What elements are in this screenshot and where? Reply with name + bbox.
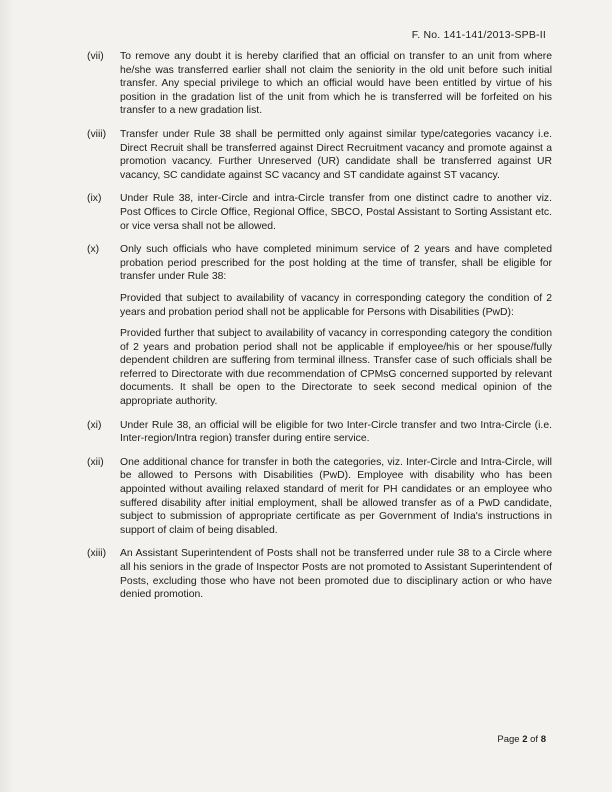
page-footer (497, 734, 546, 745)
clause-text: Under Rule 38, inter-Circle and intra-Circle transfer from one distinct cadre to another viz. Post Offices to Circle Office, Regional Office, SBCO, Postal Assistant to Sorting Assistant etc. or vice versa shall not be allowed. (120, 193, 552, 232)
clause-proviso: Provided further that subject to availability of vacancy in corresponding category the condition of 2 years and probation period shall not be applicable if employee/his or her spouse/fully dependent children are suffering from terminal illness. Transfer case of such officials shall be referred to Directorate with due recommendation of CPMsG concerned supported by relevant documents. It shall be open to the Directorate to seek second medical opinion of the appropriate authority. (120, 328, 552, 408)
clause-text: To remove any doubt it is hereby clarified that an official on transfer to an unit from where he/she was transferred earlier shall not claim the seniority in the old unit before such initial transfer. Any special privilege to which an official would have been entitled by virtue of his position in the gradation list of the unit from which he is transferred will be forfeited on his transfer to a new gradation list. (120, 51, 552, 117)
clause-xii (87, 456, 552, 538)
page-separator: of (530, 734, 539, 745)
clause-xiii (87, 547, 552, 601)
clause-number: (xii) (87, 456, 104, 468)
clause-number: (x) (87, 244, 100, 256)
clause-viii (87, 128, 552, 182)
clause-xi (87, 419, 552, 446)
scan-shadow (0, 0, 14, 792)
clause-text: One additional chance for transfer in both the categories, viz. Inter-Circle and Intra-Circle, will be allowed to Persons with Disabilities (PwD). Employee with disability who has been appointed without availing relaxed standard of merit for PH candidates or an employee who suffered disability after initial employment, shall be allowed transfer as of a PwD candidate, subject to submission of appropriate certificate as per Government of India's instructions in support of claim of being disabled. (120, 456, 552, 536)
clause-text: Transfer under Rule 38 shall be permitted only against similar type/categories vacancy i.e. Direct Recruit shall be transferred against Direct Recruitment vacancy and promote against a promotion vacancy. Further Unreserved (UR) candidate shall be transferred against UR vacancy, SC candidate against SC vacancy and ST candidate against ST vacancy. (120, 128, 552, 181)
clause-ix (87, 192, 552, 233)
clause-number: (xi) (87, 419, 102, 431)
clause-text: Under Rule 38, an official will be eligible for two Inter-Circle transfer and two Intra-Circle (i.e. Inter-region/Intra region) transfer during entire service. (120, 419, 552, 445)
clause-number: (xiii) (87, 548, 107, 560)
page-total: 8 (540, 734, 546, 745)
clause-x (87, 243, 552, 409)
clause-list (87, 50, 552, 612)
clause-number: (vii) (87, 51, 104, 62)
clause-text: Only such officials who have completed minimum service of 2 years and have completed probation period prescribed for the post holding at the time of transfer, shall be eligible for transfer under Rule 38: (120, 244, 552, 283)
clause-vii (87, 50, 552, 118)
clause-proviso: Provided that subject to availability of vacancy in corresponding category the condition of 2 years and probation period shall not be applicable for Persons with Disabilities (PwD): (120, 292, 552, 318)
clause-number: (ix) (87, 193, 102, 205)
clause-number: (viii) (87, 128, 107, 140)
page-current: 2 (522, 734, 528, 745)
clause-text: An Assistant Superintendent of Posts shall not be transferred under rule 38 to a Circle where all his seniors in the grade of Inspector Posts are not promoted to Assistant Superintendent of Posts, excluding those who have not been promoted due to disciplinary action or who have denied promotion. (120, 548, 552, 601)
page-label: Page (497, 734, 520, 745)
file-number: F. No. 141-141/2013-SPB-II (411, 29, 546, 41)
